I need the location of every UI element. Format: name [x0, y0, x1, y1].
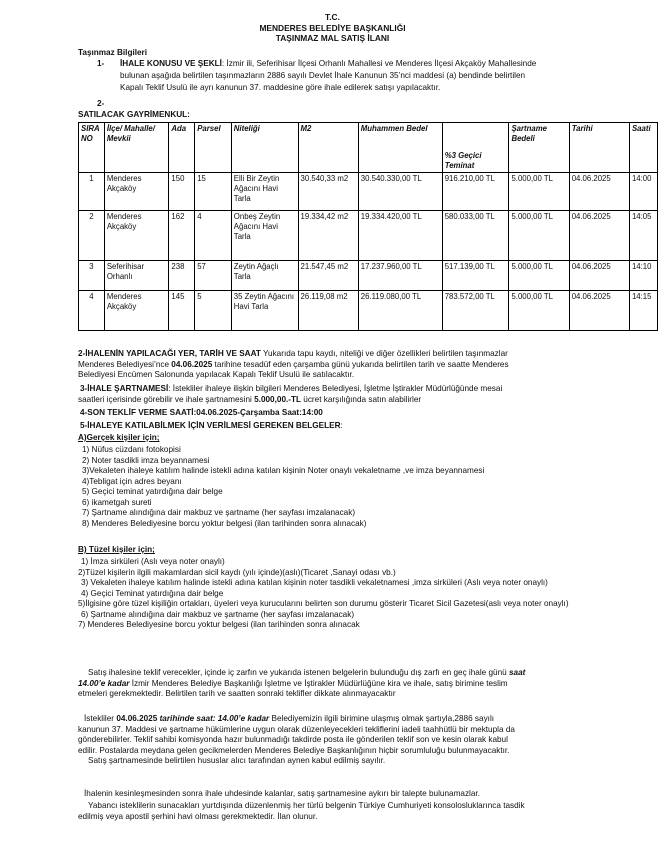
closing-paragraph-3 [78, 789, 653, 800]
cell-ada: 238 [169, 261, 195, 291]
closing-paragraph-2 [78, 714, 653, 767]
section-2 [78, 349, 653, 381]
item1-text-a: : İzmir ili, Seferihisar İlçesi Orhanlı Mahallesi ve Menderes İlçesi Akçaköy Mahallesinde [221, 59, 537, 68]
cell-ada: 162 [169, 211, 195, 261]
section-2-heading: 2-İHALENİN YAPILACAĞI YER, TARİH VE SAAT [78, 349, 261, 358]
list-item: 6) Şartname alındığına dair makbuz ve şartname (her sayfası imzalanacak) [81, 609, 355, 619]
closing-p2-b: kanunun 37. Maddesi ve şartname hükümlerine uygun olarak düzenleyecekleri tekliflerini iadeli taahhütlü bir mektupla da [78, 724, 515, 734]
header-tc: T.C. [325, 12, 340, 22]
list-item: 3) Vekaleten ihaleye katılım halinde istekli adına katılan kişinin noter tasdikli vekaletnamesi ,imza sirküleri (Aslı veya noter onaylı) [81, 578, 548, 587]
property-table [78, 122, 658, 331]
section-5-colon: : [340, 421, 343, 430]
cell-nitelik: Zeytin Ağaçlı Tarla [231, 261, 298, 291]
col-header-tarih: Tarihi [569, 123, 629, 173]
cell-nitelik: Onbeş Zeytin Ağacını Havi Tarla [231, 211, 298, 261]
section-5-heading [80, 421, 343, 432]
list-item: 1) İmza sirküleri (Aslı veya noter onaylı) [81, 557, 225, 566]
list-item: 3)Vekaleten ihaleye katılım halinde istekli adına katılan kişinin Noter onaylı vekaletname ,ve imza beyannamesi [82, 466, 485, 475]
item2-number: 2- [97, 99, 105, 108]
closing-p2-deadline: tarihinde saat: 14.00’e kadar [157, 714, 270, 723]
closing-p1-d: İzmir Menderes Belediye Başkanlığı İşletme ve İştirakler Müdürlüğüne kira ve ihale, satış birimine teslim [129, 678, 508, 688]
cell-sartname: 5.000,00 TL [509, 173, 569, 211]
cell-tarih: 04.06.2025 [569, 291, 629, 331]
list-item: 2)Tüzel kişilerin ilgili makamlardan sicil kaydı (yılı içinde)(aslı)(Ticaret ,Sanayi odası vb.) [78, 567, 396, 577]
cell-bedel: 19.334.420,00 TL [358, 211, 442, 261]
cell-teminat: 517.139,00 TL [442, 261, 509, 291]
cell-m2: 21.547,45 m2 [298, 261, 358, 291]
closing-paragraph-1 [78, 668, 653, 700]
list-item: 7) Menderes Belediyesine borcu yoktur belgesi (ilan tarihinden sonra alınacak [78, 620, 360, 629]
cell-teminat: 580.033,00 TL [442, 211, 509, 261]
cell-ilce: Seferihisar Orhanlı [104, 261, 169, 291]
table-row [79, 291, 658, 331]
col-header-teminat: %3 Geçici Teminat [442, 123, 509, 173]
cell-ilce: Menderes Akçaköy [104, 291, 169, 331]
list-item: 5) Geçici teminat yatırdığına dair belge [82, 487, 223, 496]
cell-sira: 1 [79, 173, 105, 211]
cell-bedel: 17.237.960,00 TL [358, 261, 442, 291]
cell-saat: 14:15 [629, 291, 657, 331]
group-b-title: B) Tüzel kişiler için; [78, 545, 155, 554]
cell-bedel: 26.119.080,00 TL [358, 291, 442, 331]
group-a-title: A)Gerçek kişiler için; [78, 433, 160, 442]
section-2-text-b-post: tarihine tesadüf eden çarşamba günü yukarıda belirtilen tarih ve saatte Menderes [212, 359, 509, 369]
cell-parsel: 5 [195, 291, 232, 331]
cell-bedel: 30.540.330,00 TL [358, 173, 442, 211]
cell-parsel: 15 [195, 173, 232, 211]
section-label: Taşınmaz Bilgileri [78, 48, 148, 57]
closing-p1-a: Satış ihalesine teklif verecekler, içinde iç zarfın ve yukarıda istenen belgelerin bulunduğu dış zarfı en geç ihale günü [88, 668, 509, 677]
group-b-list [78, 557, 583, 631]
group-a-list [82, 445, 484, 529]
cell-nitelik: Elli Bir Zeytin Ağacını Havi Tarla [231, 173, 298, 211]
cell-saat: 14:10 [629, 261, 657, 291]
table-header-row [79, 123, 658, 173]
cell-parsel: 57 [195, 261, 232, 291]
table-row [79, 211, 658, 261]
cell-sira: 2 [79, 211, 105, 261]
item1-line3: Kapalı Teklif Usulü ile ayrı kanunun 37. maddesine göre ihale edilerek satışı yapılacaktır. [120, 83, 441, 92]
cell-teminat: 916.210,00 TL [442, 173, 509, 211]
col-header-saat: Saati [629, 123, 657, 173]
header-institution: MENDERES BELEDİYE BAŞKANLIĞI [259, 22, 406, 33]
cell-parsel: 4 [195, 211, 232, 261]
cell-sira: 4 [79, 291, 105, 331]
cell-sira: 3 [79, 261, 105, 291]
table-row [79, 261, 658, 291]
closing-p2-post: Belediyemizin ilgili birimine ulaşmış olmak şartıyla,2886 sayılı [269, 714, 495, 723]
list-item: 4) Geçici Teminat yatırdığına dair belge [81, 588, 224, 598]
document-header [0, 12, 665, 44]
col-header-parsel: Parsel [195, 123, 232, 173]
item1-line1 [120, 59, 536, 70]
list-item: 5)İlgisine göre tüzel kişiliğin ortakları, üyeleri veya kurucularını belirten son durumu gösterir Ticaret Sicil Gazetesi(aslı veya noter onaylı) [78, 599, 569, 608]
cell-saat: 14:00 [629, 173, 657, 211]
item1-number: 1- [97, 59, 105, 68]
item1-heading: İHALE KONUSU VE ŞEKLİ [120, 59, 222, 68]
list-item: 2) Noter tasdikli imza beyannamesi [82, 455, 210, 465]
section-3-text-b-pre: saatleri içerisinde görebilir ve ihale şartnamesini [78, 394, 255, 404]
col-header-ada: Ada [169, 123, 195, 173]
cell-sartname: 5.000,00 TL [509, 291, 569, 331]
col-header-ilce: İlçe/ Mahalle/ Mevkii [104, 123, 169, 173]
closing-p2-c: gönderebilirler. Teklif sahibi komisyonda hazır bulunmadığı takdirde posta ile gönderilen teklif son ve kesin olarak kabul [78, 735, 508, 744]
col-header-sartname: Şartname Bedeli [509, 123, 569, 173]
section-2-text-b-pre: Menderes Belediyesi’nce [78, 359, 172, 369]
table-title: SATILACAK GAYRİMENKUL: [78, 110, 190, 119]
section-3-fee: 5.000,00.-TL [254, 394, 301, 404]
closing-p3: İhalenin kesinleşmesinden sonra ihale uhdesinde kalanlar, satış şartnamesine aykırı bir talepte bulunamazlar. [84, 789, 480, 798]
list-item: 4)Tebligat için adres beyanı [82, 476, 182, 486]
section-5-title: 5-İHALEYE KATILABİLMEK İÇİN VERİLMESİ GEREKEN BELGELER [80, 421, 341, 430]
closing-p2-date: 04.06.2025 [116, 714, 158, 723]
section-2-date: 04.06.2025 [171, 359, 213, 369]
cell-ilce: Menderes Akçaköy [104, 211, 169, 261]
closing-paragraph-4 [78, 801, 653, 822]
closing-p2-pre: İstekliler [84, 714, 117, 723]
section-2-text-a: Yukarıda tapu kaydı, niteliği ve diğer özellikleri belirtilen taşınmazlar [260, 349, 508, 358]
closing-p2-e: Satış şartnamesinde belirtilen hususlar alıcı tarafından aynen kabul edilmiş sayılır. [88, 756, 386, 765]
cell-ilce: Menderes Akçaköy [104, 173, 169, 211]
list-item: 7) Şartname alındığına dair makbuz ve şartname (her sayfası imzalanacak) [82, 508, 356, 517]
cell-m2: 19.334,42 m2 [298, 211, 358, 261]
closing-p1-deadline: 14.00’e kadar [78, 678, 130, 688]
col-header-m2: M2 [298, 123, 358, 173]
section-3-heading: 3-İHALE ŞARTNAMESİ [80, 384, 169, 393]
section-3 [80, 384, 655, 405]
closing-p2-d: edilir. Postalarda meydana gelen gecikmelerden Menderes Belediye Başkanlığının hiçbir sorumluluğu bulunmayacaktır. [78, 745, 510, 755]
section-4: 4-SON TEKLİF VERME SAATİ:04.06.2025-Çarşamba Saat:14:00 [80, 408, 323, 417]
col-header-nitelik: Niteliği [231, 123, 298, 173]
cell-nitelik: 35 Zeytin Ağacını Havi Tarla [231, 291, 298, 331]
cell-m2: 26.119,08 m2 [298, 291, 358, 331]
cell-tarih: 04.06.2025 [569, 261, 629, 291]
section-3-text-a: : İstekliler ihaleye ilişkin bilgileri Menderes Belediyesi, İşletme İştirakler Müdürlüğünde mesai [168, 384, 503, 393]
section-2-text-c: Belediyesi Encümen Salonunda yapılacak Kapalı Teklif Usulü ile satılacaktır. [78, 370, 355, 379]
cell-ada: 150 [169, 173, 195, 211]
col-header-bedel: Muhammen Bedel [358, 123, 442, 173]
list-item: 8) Menderes Belediyesine borcu yoktur belgesi (ilan tarihinden sonra alınacak) [82, 518, 367, 528]
cell-saat: 14:05 [629, 211, 657, 261]
header-title: TAŞINMAZ MAL SATIŞ İLANI [275, 33, 390, 43]
list-item: 6) ikametgah sureti [82, 497, 152, 507]
cell-sartname: 5.000,00 TL [509, 211, 569, 261]
cell-tarih: 04.06.2025 [569, 211, 629, 261]
list-item: 1) Nüfus cüzdanı fotokopisi [82, 445, 181, 454]
closing-p1-saat: saat [509, 668, 526, 677]
closing-p4-b: edilmiş veya apostil şerhini havi olması gerekmektedir. İlan olunur. [78, 811, 318, 821]
col-header-sira: SIRA NO [79, 123, 105, 173]
cell-tarih: 04.06.2025 [569, 173, 629, 211]
cell-teminat: 783.572,00 TL [442, 291, 509, 331]
cell-ada: 145 [169, 291, 195, 331]
item1-line2: bulunan aşağıda belirtilen taşınmazların 2886 sayılı Devlet İhale Kanunun 35’nci maddesi (a) bendinde belirtilen [120, 71, 526, 80]
section-3-text-b-post: ücret karşılığında satın alabilirler [301, 394, 422, 404]
cell-sartname: 5.000,00 TL [509, 261, 569, 291]
cell-m2: 30.540,33 m2 [298, 173, 358, 211]
table-row [79, 173, 658, 211]
closing-p4-a: Yabancı isteklilerin sunacakları yurtdışında düzenlenmiş her türlü belgenin Türkiye Cumhuriyeti konsolosluklarınca tasdik [88, 801, 525, 810]
closing-p1-e: etmeleri gerekmektedir. Belirtilen tarih ve saatten sonraki teklifler dikkate alınmayacaktır [78, 689, 396, 698]
